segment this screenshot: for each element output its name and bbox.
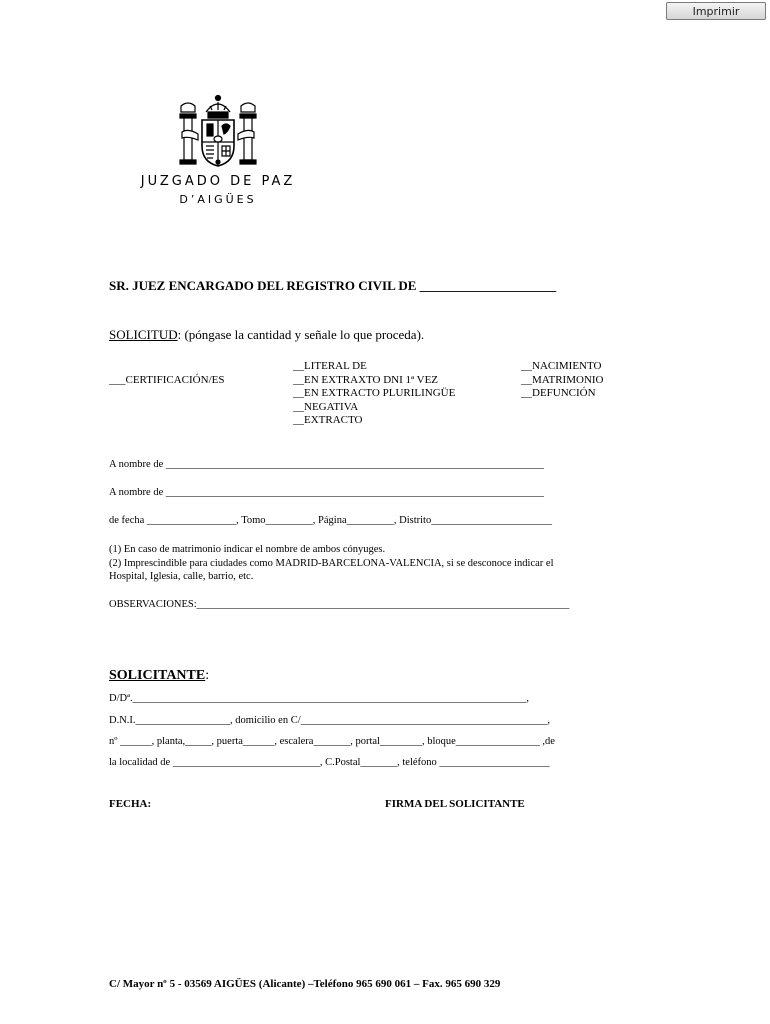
signature-label: FIRMA DEL SOLICITANTE: [385, 798, 525, 810]
applicant-address-details-field[interactable]: nº ______, planta,_____, puerta______, escalera_______, portal________, bloque________________ ,de: [109, 736, 555, 747]
name-field-1[interactable]: A nombre de ________________________________________________________________________: [109, 459, 544, 470]
option-death[interactable]: __DEFUNCIÓN: [521, 387, 596, 399]
option-birth[interactable]: __NACIMIENTO: [521, 360, 602, 372]
applicant-title: SOLICITANTE: [109, 668, 206, 683]
applicant-locality-field[interactable]: la localidad de ____________________________, C.Postal_______, teléfono _____________________: [109, 757, 550, 768]
certification-option[interactable]: ___CERTIFICACIÓN/ES: [109, 374, 225, 386]
court-name: [118, 173, 318, 209]
request-instruction: : (póngase la cantidad y señale lo que proceda).: [177, 327, 425, 342]
event-type-options: [521, 360, 604, 401]
certificate-type-options: [293, 360, 455, 428]
applicant-dni-address-field[interactable]: D.N.I.__________________, domicilio en C/_______________________________________________,: [109, 715, 550, 726]
option-negative[interactable]: __NEGATIVA: [293, 400, 359, 413]
note-1: (1) En caso de matrimonio indicar el nombre de ambos cónyuges.: [109, 544, 386, 555]
court-name-line2: D’AIGÜES: [179, 193, 257, 206]
footer-address: C/ Mayor nº 5 - 03569 AIGÜES (Alicante) –Teléfono 965 690 061 – Fax. 965 690 329: [109, 978, 501, 990]
applicant-heading: [109, 668, 209, 684]
option-extract-multilingual[interactable]: __EN EXTRACTO PLURILINGÜE: [293, 387, 456, 399]
applicant-title-colon: :: [205, 668, 210, 683]
applicant-name-field[interactable]: D/Dª.___________________________________________________________________________,: [109, 693, 529, 704]
notes: [109, 543, 554, 584]
option-marriage[interactable]: __MATRIMONIO: [521, 373, 604, 386]
option-extract[interactable]: __EXTRACTO: [293, 414, 363, 426]
coat-of-arms-emblem: [178, 92, 258, 170]
note-2-continued: Hospital, Iglesia, calle, barrio, etc.: [109, 571, 254, 582]
print-button[interactable]: Imprimir: [666, 2, 766, 20]
option-extract-dni[interactable]: __EN EXTRAXTO DNI 1ª VEZ: [293, 373, 439, 386]
request-label: SOLICITUD: [109, 327, 178, 342]
observations-field[interactable]: OBSERVACIONES:_______________________________________________________________________: [109, 599, 570, 610]
court-name-line1: JUZGADO DE PAZ: [140, 174, 296, 189]
note-2: (2) Imprescindible para ciudades como MADRID-BARCELONA-VALENCIA, si se desconoce indicar el: [109, 557, 554, 569]
date-label: FECHA:: [109, 798, 152, 810]
addressee-heading: SR. JUEZ ENCARGADO DEL REGISTRO CIVIL DE _____________________: [109, 278, 557, 293]
request-heading: [109, 327, 424, 343]
name-field-2[interactable]: A nombre de ________________________________________________________________________: [109, 487, 544, 498]
date-registry-field[interactable]: de fecha _________________, Tomo_________, Página_________, Distrito_______________________: [109, 515, 552, 526]
option-literal[interactable]: __LITERAL DE: [293, 360, 367, 372]
